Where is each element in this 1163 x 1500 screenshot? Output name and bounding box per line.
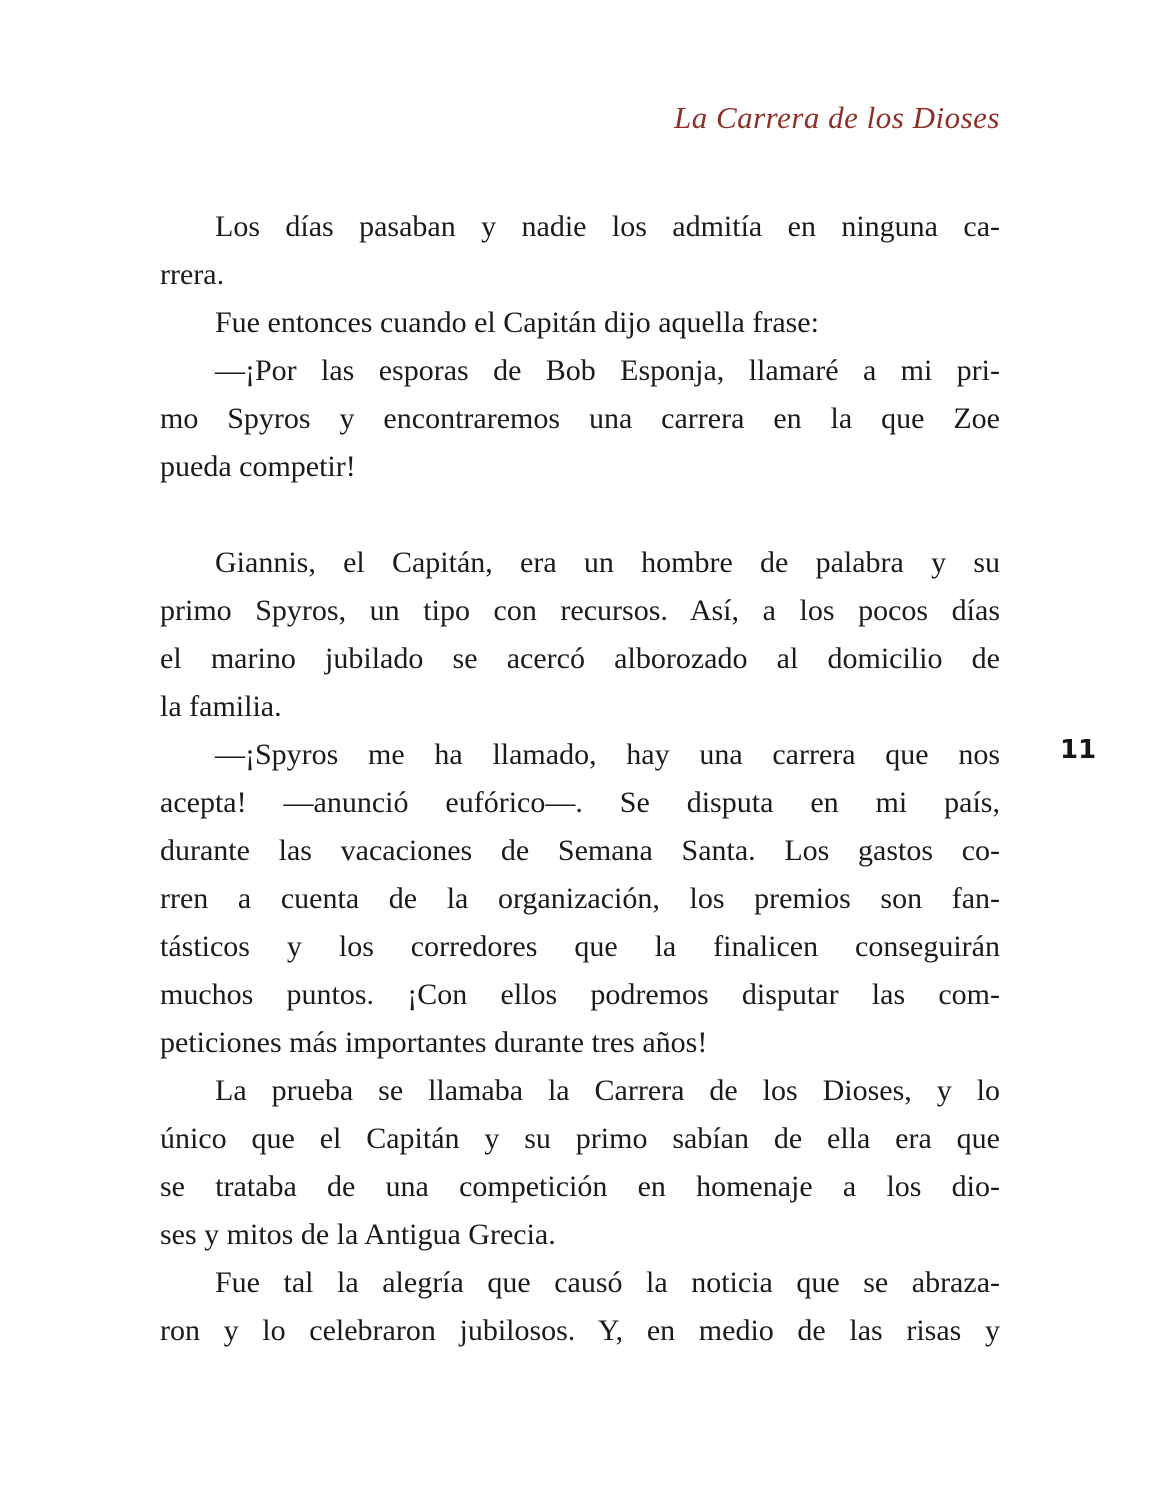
paragraph <box>160 347 1000 491</box>
text-line: peticiones más importantes durante tres años! <box>160 1026 708 1059</box>
text-line: pueda competir! <box>160 450 356 483</box>
text-line: ron y lo celebraron jubilosos. Y, en medio de las risas y <box>160 1314 1000 1347</box>
text-line: tásticos y los corredores que la finalicen conseguirán <box>160 930 1000 963</box>
running-header: La Carrera de los Dioses <box>673 100 1000 135</box>
paragraph <box>160 539 1000 731</box>
text-line: rren a cuenta de la organización, los premios son fan- <box>160 882 1000 915</box>
text-line: acepta! —anunció eufórico—. Se disputa en mi país, <box>160 786 1000 819</box>
text-line: ses y mitos de la Antigua Grecia. <box>160 1218 556 1251</box>
page-number: 11 <box>1060 735 1097 765</box>
text-line: primo Spyros, un tipo con recursos. Así, a los pocos días <box>160 594 1000 627</box>
paragraph <box>160 1067 1000 1259</box>
text-line: —¡Spyros me ha llamado, hay una carrera que nos <box>215 738 1000 771</box>
text-line: —¡Por las esporas de Bob Esponja, llamaré a mi pri- <box>215 354 1000 387</box>
text-line: rrera. <box>160 258 225 291</box>
text-line: Los días pasaban y nadie los admitía en ninguna ca- <box>215 210 1000 243</box>
text-line: Fue tal la alegría que causó la noticia que se abraza- <box>215 1266 1000 1299</box>
text-line: el marino jubilado se acercó alborozado al domicilio de <box>160 642 1000 675</box>
text-line: Giannis, el Capitán, era un hombre de palabra y su <box>215 546 1000 579</box>
text-line: único que el Capitán y su primo sabían de ella era que <box>160 1122 1000 1155</box>
text-line: la familia. <box>160 690 282 723</box>
paragraph <box>160 731 1000 1067</box>
text-line: mo Spyros y encontraremos una carrera en la que Zoe <box>160 402 1000 435</box>
text-line: durante las vacaciones de Semana Santa. Los gastos co- <box>160 834 1000 867</box>
text-line: se trataba de una competición en homenaje a los dio- <box>160 1170 1000 1203</box>
text-line: muchos puntos. ¡Con ellos podremos disputar las com- <box>160 978 1000 1011</box>
paragraph <box>160 203 1000 299</box>
body-text <box>160 203 1000 1355</box>
paragraph <box>160 1259 1000 1355</box>
text-line: La prueba se llamaba la Carrera de los Dioses, y lo <box>215 1074 1000 1107</box>
paragraph <box>160 299 1000 347</box>
section-break <box>160 491 1000 539</box>
text-line: Fue entonces cuando el Capitán dijo aquella frase: <box>215 306 819 339</box>
